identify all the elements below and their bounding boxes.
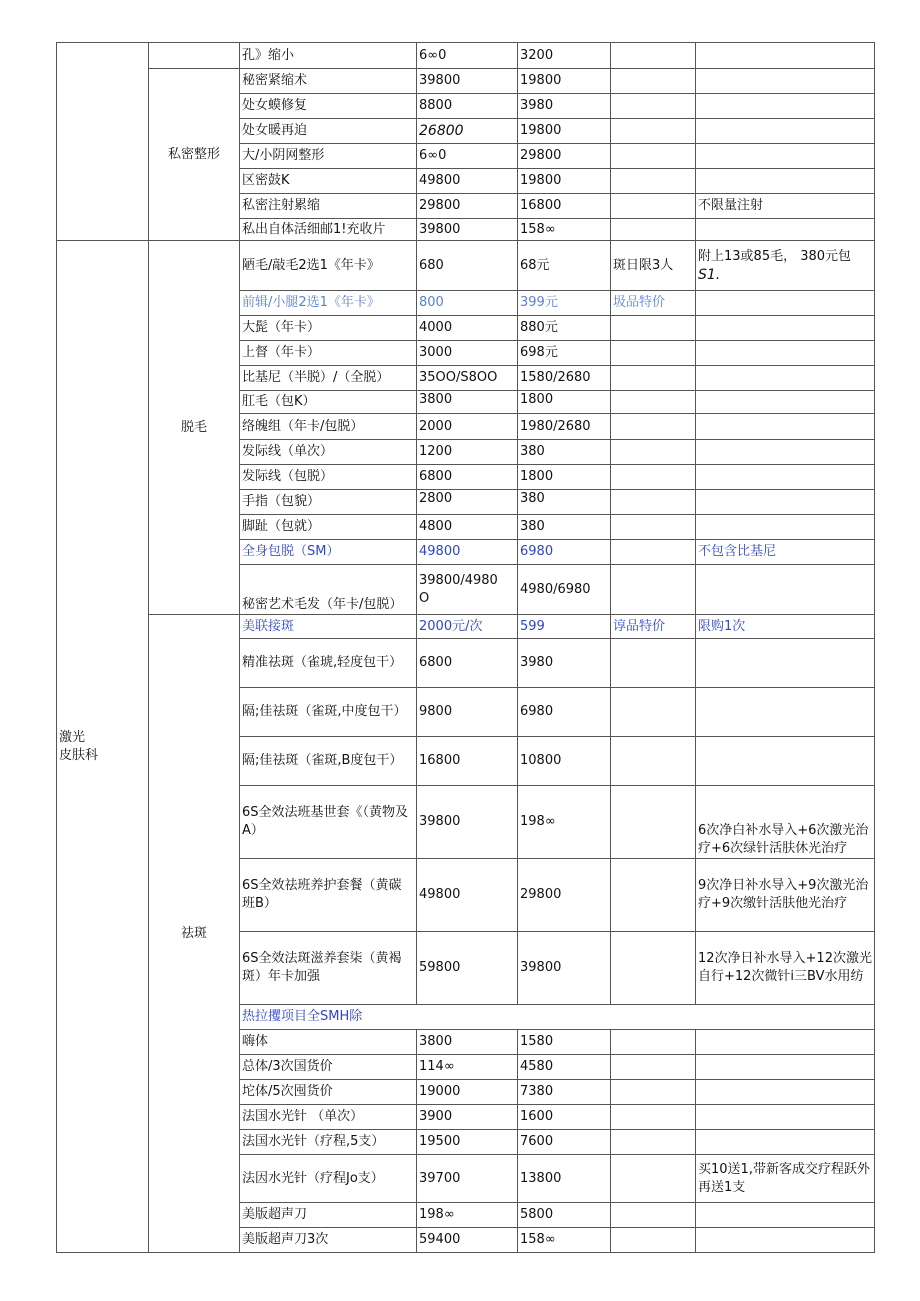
note [696,737,875,786]
note: 不包含比基尼 [696,540,875,565]
note [696,490,875,515]
limit [611,737,696,786]
note [696,688,875,737]
price-line: 39800/4980 [419,572,498,588]
limit [611,414,696,440]
note [696,144,875,169]
limit [611,786,696,859]
item-name: 处女蟆修复 [240,94,417,119]
sale-price: 6980 [518,540,611,565]
sale-price: 380 [518,515,611,540]
sale-price: 6980 [518,688,611,737]
category-label-line1: 激光 [59,729,86,745]
limit [611,119,696,144]
sale-price: 1800 [518,465,611,490]
original-price: 59400 [417,1228,518,1253]
note [696,94,875,119]
note-line: S1. [698,266,721,283]
sale-price: 1580/2680 [518,366,611,391]
item-name: 大/小阴网整形 [240,144,417,169]
sale-price: 13800 [518,1155,611,1203]
note [696,465,875,490]
original-price [417,565,518,615]
note [696,366,875,391]
item-name: 法因水光针（疗程Jo支） [240,1155,417,1203]
sale-price: 7380 [518,1080,611,1105]
sale-price: 3980 [518,94,611,119]
item-name: 络魄组（年卡/包脱） [240,414,417,440]
sale-price: 5800 [518,1203,611,1228]
note [696,1030,875,1055]
sale-price: 158∞ [518,219,611,241]
limit [611,440,696,465]
sale-price: 599 [518,615,611,639]
item-name: 精准祛斑（雀琥,轻度包干） [240,639,417,688]
note [696,1130,875,1155]
note: 买10送1,带新客成交疗程跃外再送1支 [696,1155,875,1203]
subcategory-spot-removal: 祛斑 [149,615,240,1253]
note [696,291,875,316]
limit [611,341,696,366]
limit [611,43,696,69]
note [696,565,875,615]
item-name: 脚趾（包就） [240,515,417,540]
original-price: 39700 [417,1155,518,1203]
original-price: 19500 [417,1130,518,1155]
original-price: 16800 [417,737,518,786]
note [696,1105,875,1130]
limit [611,565,696,615]
note: 限购1次 [696,615,875,639]
sale-price: 1980/2680 [518,414,611,440]
original-price: 3900 [417,1105,518,1130]
item-name: 美联接斑 [240,615,417,639]
limit [611,465,696,490]
original-price: 49800 [417,859,518,932]
item-name: 隔;佳祛斑（雀斑,中度包干） [240,688,417,737]
note [696,1080,875,1105]
subcategory-private: 私密整形 [149,69,240,241]
original-price: 35OO/S8OO [417,366,518,391]
sale-price: 380 [518,440,611,465]
note [696,316,875,341]
limit [611,391,696,414]
original-price: 4000 [417,316,518,341]
limit [611,932,696,1005]
sale-price: 1600 [518,1105,611,1130]
original-price: 198∞ [417,1203,518,1228]
limit [611,1080,696,1105]
item-name: 6S全效祛班养护套餐（黄碳班B） [240,859,417,932]
item-name: 发际线（单次） [240,440,417,465]
limit: 圾品特价 [611,291,696,316]
limit [611,1105,696,1130]
item-name: 处女暖再迫 [240,119,417,144]
original-price: 3800 [417,1030,518,1055]
sale-price: 10800 [518,737,611,786]
item-name: 私密注射累缩 [240,194,417,219]
note [696,341,875,366]
item-name: 区密鼓K [240,169,417,194]
item-name: 美版超声刀 [240,1203,417,1228]
item-name: 美版超声刀3次 [240,1228,417,1253]
limit [611,169,696,194]
limit [611,69,696,94]
note [696,69,875,94]
note: 6次净白补水导入+6次激光治疗+6次绿针活肤休光治疗 [696,786,875,859]
item-name: 比基尼（半脱）/（全脱） [240,366,417,391]
original-price: 49800 [417,169,518,194]
section-heading: 热拉攫项目全SMH除 [240,1005,875,1030]
limit [611,1228,696,1253]
limit: 谆品特价 [611,615,696,639]
item-name: 私出自体活细邮1!充收片 [240,219,417,241]
limit [611,1130,696,1155]
limit [611,859,696,932]
limit [611,94,696,119]
sale-price: 1800 [518,391,611,414]
original-price: 800 [417,291,518,316]
sale-price: 3200 [518,43,611,69]
sale-price: 4580 [518,1055,611,1080]
note [696,1203,875,1228]
original-price: 49800 [417,540,518,565]
original-price: 6∞0 [417,43,518,69]
subcategory-hair-removal: 脱毛 [149,241,240,615]
limit [611,1030,696,1055]
limit [611,515,696,540]
note-line: 附上13或85毛， 380元包 [698,248,852,264]
original-price: 2000 [417,414,518,440]
note: 不限量注射 [696,194,875,219]
limit [611,194,696,219]
note [696,391,875,414]
sale-price: 29800 [518,144,611,169]
note: 9次净日补水导入+9次激光治疗+9次缴针活肤他光治疗 [696,859,875,932]
limit: 斑日限3人 [611,241,696,291]
note [696,1055,875,1080]
original-price: 3800 [417,391,518,414]
category-empty-cell [57,43,149,241]
sale-price: 158∞ [518,1228,611,1253]
note [696,414,875,440]
sale-price: 198∞ [518,786,611,859]
note [696,119,875,144]
sale-price: 29800 [518,859,611,932]
original-price: 3000 [417,341,518,366]
original-price: 6800 [417,639,518,688]
limit [611,639,696,688]
original-price: 59800 [417,932,518,1005]
note [696,43,875,69]
item-name: 上督（年卡） [240,341,417,366]
original-price: 39800 [417,219,518,241]
sale-price: 19800 [518,69,611,94]
sale-price: 3980 [518,639,611,688]
original-price: 4800 [417,515,518,540]
limit [611,1203,696,1228]
sale-price: 1580 [518,1030,611,1055]
original-price: 2000元/次 [417,615,518,639]
item-name: 6S全效法班基世套《（黄物及A） [240,786,417,859]
sale-price: 19800 [518,169,611,194]
original-price: 39800 [417,69,518,94]
sale-price: 399元 [518,291,611,316]
item-name: 前辑/小腿2选1《年卡》 [240,291,417,316]
price-line: O [419,590,430,606]
limit [611,1055,696,1080]
item-name: 总体/3次国货价 [240,1055,417,1080]
sale-price: 880元 [518,316,611,341]
note: 12次净日补水导入+12次激光自行+12次微针i三BV水用纺 [696,932,875,1005]
item-name: 发际线（包脱） [240,465,417,490]
sale-price: 380 [518,490,611,515]
table-row [57,241,875,291]
sale-price: 698元 [518,341,611,366]
category-laser-dermatology [57,241,149,1253]
item-name: 全身包脱（SM） [240,540,417,565]
note [696,219,875,241]
sale-price: 16800 [518,194,611,219]
item-name: 孔》缩小 [240,43,417,69]
item-name: 大髭（年卡） [240,316,417,341]
table-row [57,615,875,639]
original-price: 19000 [417,1080,518,1105]
item-name: 陋毛/敲毛2选1《年卡》 [240,241,417,291]
item-name: 秘密紧缩术 [240,69,417,94]
item-name: 法国水光针（疗程,5支） [240,1130,417,1155]
item-name: 坨体/5次囤货价 [240,1080,417,1105]
note [696,639,875,688]
note [696,440,875,465]
limit [611,144,696,169]
item-name: 6S全效法斑滋养套柒（黄褐斑）年卡加强 [240,932,417,1005]
category-label-line2: 皮肤科 [59,747,99,763]
original-price: 680 [417,241,518,291]
table-row [57,43,875,69]
item-name: 嗨体 [240,1030,417,1055]
sale-price: 19800 [518,119,611,144]
note [696,515,875,540]
original-price: 29800 [417,194,518,219]
note [696,169,875,194]
sale-price: 68元 [518,241,611,291]
original-price: 8800 [417,94,518,119]
original-price: 39800 [417,786,518,859]
limit [611,316,696,341]
price-table [56,42,875,1253]
original-price: 6800 [417,465,518,490]
original-price: 26800 [417,119,518,144]
sale-price: 7600 [518,1130,611,1155]
original-price: 6∞0 [417,144,518,169]
item-name: 秘密艺术毛发（年卡/包脱） [240,565,417,615]
limit [611,540,696,565]
original-price: 1200 [417,440,518,465]
note [696,241,875,291]
item-name: 肛毛（包K） [240,391,417,414]
item-name: 法国水光针 （单次） [240,1105,417,1130]
limit [611,366,696,391]
item-name: 隔;佳祛斑（雀斑,B度包干） [240,737,417,786]
subcategory-empty-cell [149,43,240,69]
sale-price: 4980/6980 [518,565,611,615]
item-name: 手指（包貌） [240,490,417,515]
table-row [57,69,875,94]
note [696,1228,875,1253]
limit [611,490,696,515]
limit [611,219,696,241]
sale-price: 39800 [518,932,611,1005]
limit [611,1155,696,1203]
original-price: 9800 [417,688,518,737]
limit [611,688,696,737]
original-price: 2800 [417,490,518,515]
original-price: 114∞ [417,1055,518,1080]
